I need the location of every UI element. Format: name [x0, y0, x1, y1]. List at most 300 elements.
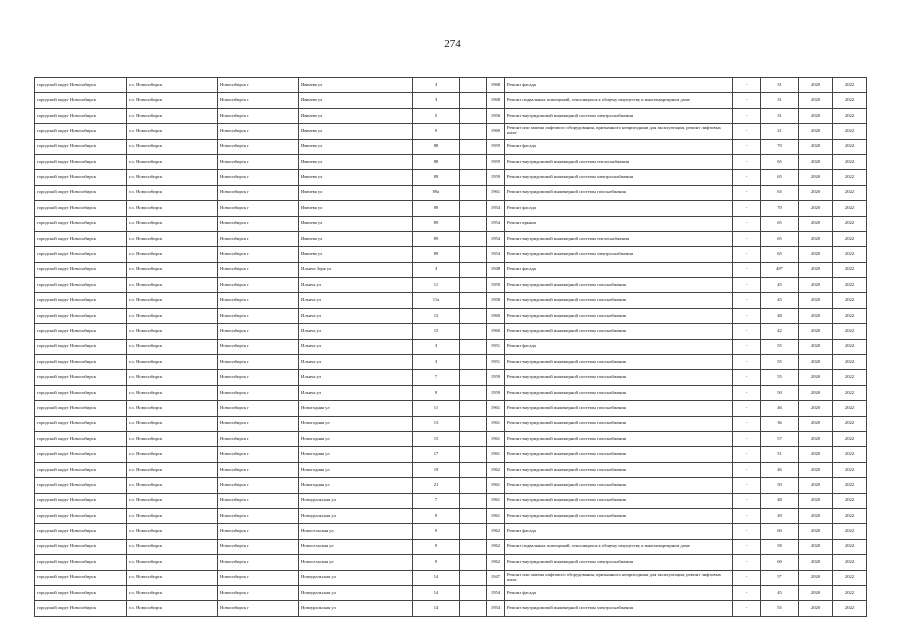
dash-cell: - [733, 262, 761, 277]
start-year-cell: 2020 [799, 154, 833, 169]
work-type-cell: Ремонт внутридомовой инженерной системы электроснабжения [505, 170, 733, 185]
city-cell: Новосибирск г [218, 355, 299, 370]
district-cell: городской округ Новосибирск [35, 78, 127, 93]
street-cell: Новосельская ул [299, 539, 413, 554]
street-cell: Ивачева ул [299, 231, 413, 246]
start-year-cell: 2020 [799, 493, 833, 508]
work-type-cell: Ремонт внутридомовой инженерной системы газоснабжения [505, 324, 733, 339]
district-cell: городской округ Новосибирск [35, 293, 127, 308]
table-row [35, 370, 867, 385]
street-cell: Новогодняя ул [299, 431, 413, 446]
city-cell: Новосибирск г [218, 401, 299, 416]
street-cell: Новогодняя ул [299, 416, 413, 431]
house-number-cell: 89 [413, 216, 460, 231]
work-type-cell: Ремонт внутридомовой инженерной системы электроснабжения [505, 555, 733, 570]
city-cell: Новосибирск г [218, 139, 299, 154]
city-short-cell: г.о. Новосибирск [127, 385, 218, 400]
dash-cell: - [733, 478, 761, 493]
value-cell: 55 [761, 601, 799, 616]
district-cell: городской округ Новосибирск [35, 185, 127, 200]
dash-cell: - [733, 339, 761, 354]
house-number-cell: 9 [413, 508, 460, 523]
build-year-cell: 1968 [487, 93, 505, 108]
city-short-cell: г.о. Новосибирск [127, 431, 218, 446]
build-year-cell: 1958 [487, 293, 505, 308]
end-year-cell: 2022 [833, 555, 867, 570]
work-type-cell: Ремонт внутридомовой инженерной системы газоснабжения [505, 493, 733, 508]
start-year-cell: 2020 [799, 447, 833, 462]
city-short-cell: г.о. Новосибирск [127, 524, 218, 539]
value-cell: 49 [761, 508, 799, 523]
street-cell: Ивачева ул [299, 247, 413, 262]
end-year-cell: 2022 [833, 293, 867, 308]
district-cell: городской округ Новосибирск [35, 355, 127, 370]
table-row [35, 416, 867, 431]
build-year-cell: 1959 [487, 170, 505, 185]
city-short-cell: г.о. Новосибирск [127, 93, 218, 108]
dash-cell: - [733, 555, 761, 570]
dash-cell: - [733, 170, 761, 185]
value-cell: 55 [761, 339, 799, 354]
district-cell: городской округ Новосибирск [35, 262, 127, 277]
table-row [35, 93, 867, 108]
blank-cell [460, 524, 487, 539]
city-cell: Новосибирск г [218, 201, 299, 216]
dash-cell: - [733, 401, 761, 416]
city-cell: Новосибирск г [218, 216, 299, 231]
end-year-cell: 2022 [833, 601, 867, 616]
district-cell: городской округ Новосибирск [35, 401, 127, 416]
dash-cell: - [733, 308, 761, 323]
blank-cell [460, 462, 487, 477]
value-cell: 48 [761, 493, 799, 508]
city-short-cell: г.о. Новосибирск [127, 416, 218, 431]
house-number-cell: 88 [413, 139, 460, 154]
build-year-cell: 1954 [487, 216, 505, 231]
build-year-cell: 1961 [487, 447, 505, 462]
street-cell: Ильича ул [299, 355, 413, 370]
blank-cell [460, 247, 487, 262]
district-cell: городской округ Новосибирск [35, 539, 127, 554]
city-short-cell: г.о. Новосибирск [127, 478, 218, 493]
blank-cell [460, 308, 487, 323]
street-cell: Ильича ул [299, 308, 413, 323]
dash-cell: - [733, 278, 761, 293]
build-year-cell: 1961 [487, 493, 505, 508]
build-year-cell: 1954 [487, 601, 505, 616]
street-cell: Новоуральская ул [299, 493, 413, 508]
city-cell: Новосибирск г [218, 154, 299, 169]
blank-cell [460, 124, 487, 139]
blank-cell [460, 416, 487, 431]
city-short-cell: г.о. Новосибирск [127, 170, 218, 185]
city-cell: Новосибирск г [218, 385, 299, 400]
end-year-cell: 2022 [833, 78, 867, 93]
start-year-cell: 2020 [799, 216, 833, 231]
work-type-cell: Ремонт внутридомовой инженерной системы газоснабжения [505, 508, 733, 523]
table-row [35, 78, 867, 93]
street-cell: Ильича ул [299, 339, 413, 354]
build-year-cell: 1954 [487, 231, 505, 246]
end-year-cell: 2022 [833, 431, 867, 446]
table-row [35, 201, 867, 216]
build-year-cell: 1959 [487, 278, 505, 293]
dash-cell: - [733, 78, 761, 93]
city-cell: Новосибирск г [218, 539, 299, 554]
street-cell: Новоуральская ул [299, 585, 413, 600]
house-number-cell: 17 [413, 447, 460, 462]
district-cell: городской округ Новосибирск [35, 570, 127, 585]
work-type-cell: Ремонт фасада [505, 139, 733, 154]
work-type-cell: Ремонт внутридомовой инженерной системы газоснабжения [505, 308, 733, 323]
district-cell: городской округ Новосибирск [35, 339, 127, 354]
house-number-cell: 7 [413, 493, 460, 508]
table-row [35, 555, 867, 570]
house-number-cell: 89 [413, 247, 460, 262]
house-number-cell: 9 [413, 385, 460, 400]
dash-cell: - [733, 447, 761, 462]
work-type-cell: Ремонт фасада [505, 524, 733, 539]
work-type-cell: Ремонт фасада [505, 262, 733, 277]
end-year-cell: 2022 [833, 416, 867, 431]
city-cell: Новосибирск г [218, 508, 299, 523]
end-year-cell: 2022 [833, 93, 867, 108]
start-year-cell: 2020 [799, 601, 833, 616]
district-cell: городской округ Новосибирск [35, 278, 127, 293]
start-year-cell: 2020 [799, 508, 833, 523]
dash-cell: - [733, 247, 761, 262]
work-type-cell: Ремонт фасада [505, 339, 733, 354]
build-year-cell: 1959 [487, 154, 505, 169]
build-year-cell: 1954 [487, 585, 505, 600]
city-short-cell: г.о. Новосибирск [127, 124, 218, 139]
start-year-cell: 2020 [799, 555, 833, 570]
city-short-cell: г.о. Новосибирск [127, 370, 218, 385]
work-type-cell: Ремонт внутридомовой инженерной системы газоснабжения [505, 431, 733, 446]
work-type-cell: Ремонт внутридомовой инженерной системы электроснабжения [505, 247, 733, 262]
blank-cell [460, 508, 487, 523]
house-number-cell: 3 [413, 339, 460, 354]
end-year-cell: 2022 [833, 262, 867, 277]
city-short-cell: г.о. Новосибирск [127, 308, 218, 323]
dash-cell: - [733, 539, 761, 554]
start-year-cell: 2020 [799, 139, 833, 154]
value-cell: 31 [761, 108, 799, 123]
district-cell: городской округ Новосибирск [35, 216, 127, 231]
start-year-cell: 2020 [799, 293, 833, 308]
street-cell: Ивачева ул [299, 108, 413, 123]
value-cell: 21 [761, 124, 799, 139]
table-row [35, 570, 867, 585]
city-cell: Новосибирск г [218, 462, 299, 477]
build-year-cell: 1954 [487, 247, 505, 262]
street-cell: Ильича ул [299, 385, 413, 400]
end-year-cell: 2022 [833, 231, 867, 246]
street-cell: Новогодняя ул [299, 478, 413, 493]
house-number-cell: 11а [413, 293, 460, 308]
dash-cell: - [733, 201, 761, 216]
end-year-cell: 2022 [833, 108, 867, 123]
city-cell: Новосибирск г [218, 370, 299, 385]
table-row [35, 447, 867, 462]
house-number-cell: 89 [413, 201, 460, 216]
value-cell: 45 [761, 278, 799, 293]
start-year-cell: 2020 [799, 524, 833, 539]
city-short-cell: г.о. Новосибирск [127, 201, 218, 216]
city-cell: Новосибирск г [218, 431, 299, 446]
blank-cell [460, 108, 487, 123]
build-year-cell: 1959 [487, 370, 505, 385]
blank-cell [460, 493, 487, 508]
end-year-cell: 2022 [833, 508, 867, 523]
end-year-cell: 2022 [833, 201, 867, 216]
end-year-cell: 2022 [833, 447, 867, 462]
city-cell: Новосибирск г [218, 262, 299, 277]
dash-cell: - [733, 124, 761, 139]
work-type-cell: Ремонт внутридомовой инженерной системы газоснабжения [505, 447, 733, 462]
value-cell: 46 [761, 462, 799, 477]
work-type-cell: Ремонт внутридомовой инженерной системы газоснабжения [505, 355, 733, 370]
table-row [35, 124, 867, 139]
city-cell: Новосибирск г [218, 231, 299, 246]
value-cell: 36 [761, 416, 799, 431]
street-cell: Новоуральская ул [299, 601, 413, 616]
dash-cell: - [733, 231, 761, 246]
table-row [35, 539, 867, 554]
build-year-cell: 1961 [487, 508, 505, 523]
street-cell: Новоуральская ул [299, 508, 413, 523]
blank-cell [460, 139, 487, 154]
city-cell: Новосибирск г [218, 170, 299, 185]
city-short-cell: г.о. Новосибирск [127, 262, 218, 277]
table-row [35, 385, 867, 400]
table-row [35, 355, 867, 370]
city-cell: Новосибирск г [218, 78, 299, 93]
value-cell: 70 [761, 139, 799, 154]
city-cell: Новосибирск г [218, 585, 299, 600]
start-year-cell: 2020 [799, 370, 833, 385]
start-year-cell: 2020 [799, 78, 833, 93]
table-row [35, 431, 867, 446]
table-row [35, 462, 867, 477]
work-type-cell: Ремонт подвальных помещений, относящихся к общему имуществу в многоквартирном доме [505, 539, 733, 554]
house-number-cell: 14 [413, 585, 460, 600]
city-short-cell: г.о. Новосибирск [127, 539, 218, 554]
end-year-cell: 2022 [833, 139, 867, 154]
work-type-cell: Ремонт фасада [505, 585, 733, 600]
end-year-cell: 2022 [833, 462, 867, 477]
start-year-cell: 2020 [799, 339, 833, 354]
city-cell: Новосибирск г [218, 601, 299, 616]
dash-cell: - [733, 570, 761, 585]
table-row [35, 185, 867, 200]
city-short-cell: г.о. Новосибирск [127, 585, 218, 600]
end-year-cell: 2022 [833, 370, 867, 385]
work-type-cell: Ремонт внутридомовой инженерной системы газоснабжения [505, 401, 733, 416]
end-year-cell: 2022 [833, 339, 867, 354]
blank-cell [460, 478, 487, 493]
end-year-cell: 2022 [833, 478, 867, 493]
work-type-cell: Ремонт внутридомовой инженерной системы газоснабжения [505, 293, 733, 308]
district-cell: городской округ Новосибирск [35, 170, 127, 185]
city-short-cell: г.о. Новосибирск [127, 278, 218, 293]
city-short-cell: г.о. Новосибирск [127, 216, 218, 231]
start-year-cell: 2020 [799, 262, 833, 277]
table-row [35, 139, 867, 154]
start-year-cell: 2020 [799, 401, 833, 416]
build-year-cell: 1962 [487, 555, 505, 570]
street-cell: Новоуральская ул [299, 570, 413, 585]
value-cell: 50 [761, 385, 799, 400]
city-cell: Новосибирск г [218, 93, 299, 108]
street-cell: Ивачева ул [299, 93, 413, 108]
blank-cell [460, 447, 487, 462]
end-year-cell: 2022 [833, 385, 867, 400]
build-year-cell: 1961 [487, 185, 505, 200]
start-year-cell: 2020 [799, 324, 833, 339]
value-cell: 65 [761, 170, 799, 185]
value-cell: 65 [761, 216, 799, 231]
city-cell: Новосибирск г [218, 570, 299, 585]
district-cell: городской округ Новосибирск [35, 555, 127, 570]
street-cell: Ивачева ул [299, 201, 413, 216]
start-year-cell: 2020 [799, 585, 833, 600]
house-number-cell: 13 [413, 308, 460, 323]
end-year-cell: 2022 [833, 570, 867, 585]
build-year-cell: 1969 [487, 124, 505, 139]
blank-cell [460, 431, 487, 446]
build-year-cell: 1961 [487, 478, 505, 493]
street-cell: Ивачева ул [299, 216, 413, 231]
city-cell: Новосибирск г [218, 339, 299, 354]
table-row [35, 478, 867, 493]
city-short-cell: г.о. Новосибирск [127, 401, 218, 416]
city-short-cell: г.о. Новосибирск [127, 447, 218, 462]
build-year-cell: 1948 [487, 262, 505, 277]
value-cell: 55 [761, 355, 799, 370]
dash-cell: - [733, 139, 761, 154]
table-row [35, 585, 867, 600]
street-cell: Ильича ул [299, 370, 413, 385]
table-row [35, 231, 867, 246]
district-cell: городской округ Новосибирск [35, 154, 127, 169]
work-type-cell: Ремонт внутридомовой инженерной системы газоснабжения [505, 462, 733, 477]
house-number-cell: 9 [413, 555, 460, 570]
end-year-cell: 2022 [833, 355, 867, 370]
value-cell: 45 [761, 293, 799, 308]
house-number-cell: 11 [413, 401, 460, 416]
district-cell: городской округ Новосибирск [35, 247, 127, 262]
house-number-cell: 9 [413, 524, 460, 539]
street-cell: Ивачева ул [299, 124, 413, 139]
build-year-cell: 1959 [487, 139, 505, 154]
blank-cell [460, 201, 487, 216]
start-year-cell: 2020 [799, 385, 833, 400]
blank-cell [460, 216, 487, 231]
blank-cell [460, 355, 487, 370]
value-cell: 60 [761, 555, 799, 570]
table-row [35, 154, 867, 169]
district-cell: городской округ Новосибирск [35, 524, 127, 539]
city-short-cell: г.о. Новосибирск [127, 462, 218, 477]
house-number-cell: 88 [413, 154, 460, 169]
city-cell: Новосибирск г [218, 293, 299, 308]
work-type-cell: Ремонт крыши [505, 216, 733, 231]
start-year-cell: 2020 [799, 170, 833, 185]
street-cell: Новосельская ул [299, 524, 413, 539]
house-number-cell: 3 [413, 78, 460, 93]
blank-cell [460, 539, 487, 554]
dash-cell: - [733, 508, 761, 523]
value-cell: 51 [761, 447, 799, 462]
work-type-cell: Ремонт внутридомовой инженерной системы электроснабжения [505, 601, 733, 616]
house-number-cell: 5 [413, 108, 460, 123]
street-cell: Ивачева ул [299, 170, 413, 185]
value-cell: 57 [761, 431, 799, 446]
city-short-cell: г.о. Новосибирск [127, 601, 218, 616]
build-year-cell: 1951 [487, 355, 505, 370]
district-cell: городской округ Новосибирск [35, 231, 127, 246]
table-row [35, 278, 867, 293]
blank-cell [460, 170, 487, 185]
value-cell: 60 [761, 524, 799, 539]
start-year-cell: 2020 [799, 570, 833, 585]
city-short-cell: г.о. Новосибирск [127, 324, 218, 339]
blank-cell [460, 324, 487, 339]
table-row [35, 601, 867, 616]
house-number-cell: 9 [413, 539, 460, 554]
start-year-cell: 2020 [799, 278, 833, 293]
work-type-cell: Ремонт внутридомовой инженерной системы газоснабжения [505, 385, 733, 400]
blank-cell [460, 555, 487, 570]
city-short-cell: г.о. Новосибирск [127, 154, 218, 169]
work-type-cell: Ремонт подвальных помещений, относящихся к общему имуществу в многоквартирном доме [505, 93, 733, 108]
end-year-cell: 2022 [833, 247, 867, 262]
end-year-cell: 2022 [833, 185, 867, 200]
street-cell: Ильича ул [299, 278, 413, 293]
work-type-cell: Ремонт фасада [505, 201, 733, 216]
district-cell: городской округ Новосибирск [35, 493, 127, 508]
build-year-cell: 1962 [487, 462, 505, 477]
blank-cell [460, 339, 487, 354]
house-number-cell: 13 [413, 416, 460, 431]
end-year-cell: 2022 [833, 308, 867, 323]
dash-cell: - [733, 585, 761, 600]
table-row [35, 247, 867, 262]
start-year-cell: 2020 [799, 355, 833, 370]
build-year-cell: 1960 [487, 324, 505, 339]
house-number-cell: 9 [413, 124, 460, 139]
build-year-cell: 1961 [487, 416, 505, 431]
street-cell: Новосельская ул [299, 555, 413, 570]
value-cell: 31 [761, 93, 799, 108]
value-cell: 31 [761, 78, 799, 93]
district-cell: городской округ Новосибирск [35, 201, 127, 216]
build-year-cell: 1951 [487, 339, 505, 354]
start-year-cell: 2020 [799, 108, 833, 123]
city-short-cell: г.о. Новосибирск [127, 108, 218, 123]
table-row [35, 216, 867, 231]
district-cell: городской округ Новосибирск [35, 324, 127, 339]
house-number-cell: 7 [413, 370, 460, 385]
start-year-cell: 2020 [799, 124, 833, 139]
city-short-cell: г.о. Новосибирск [127, 570, 218, 585]
district-cell: городской округ Новосибирск [35, 478, 127, 493]
dash-cell: - [733, 216, 761, 231]
city-cell: Новосибирск г [218, 524, 299, 539]
street-cell: Новогодняя ул [299, 447, 413, 462]
value-cell: 65 [761, 247, 799, 262]
